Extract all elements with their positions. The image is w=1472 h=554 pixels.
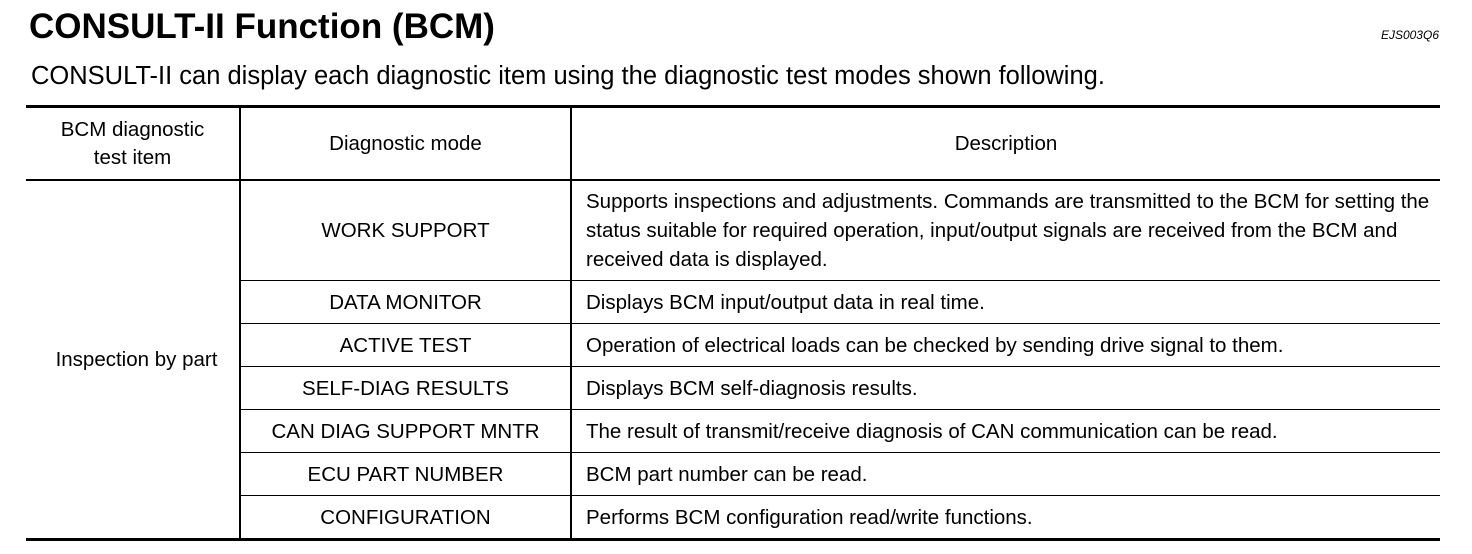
diagnostic-mode-cell: SELF-DIAG RESULTS [240, 367, 571, 410]
description-cell: Supports inspections and adjustments. Commands are transmitted to the BCM for setting the status suitable for required operation, input/output signals are received from the BCM and received data is displayed. [571, 180, 1440, 281]
column-header-test-item: BCM diagnostic test item [26, 107, 240, 181]
table-header [26, 107, 1440, 181]
description-cell: Performs BCM configuration read/write functions. [571, 496, 1440, 540]
diagnostic-mode-cell: DATA MONITOR [240, 281, 571, 324]
description-cell: BCM part number can be read. [571, 453, 1440, 496]
description-cell: Displays BCM self-diagnosis results. [571, 367, 1440, 410]
intro-text: CONSULT-II can display each diagnostic item using the diagnostic test modes shown following. [31, 62, 1105, 90]
column-header-description: Description [571, 107, 1440, 181]
description-cell: Displays BCM input/output data in real time. [571, 281, 1440, 324]
diagnostic-mode-cell: CAN DIAG SUPPORT MNTR [240, 410, 571, 453]
diagnostic-mode-cell: CONFIGURATION [240, 496, 571, 540]
table-row [26, 180, 1440, 281]
page-title: CONSULT-II Function (BCM) [29, 7, 495, 46]
document-code: EJS003Q6 [1380, 28, 1439, 42]
test-item-cell: Inspection by part [26, 180, 240, 540]
diagnostic-mode-cell: ECU PART NUMBER [240, 453, 571, 496]
column-header-diagnostic-mode: Diagnostic mode [240, 107, 571, 181]
diagnostic-mode-cell: WORK SUPPORT [240, 180, 571, 281]
description-cell: The result of transmit/receive diagnosis of CAN communication can be read. [571, 410, 1440, 453]
diagnostic-modes-table [26, 105, 1440, 541]
table-header-row [26, 107, 1440, 181]
diagnostic-mode-cell: ACTIVE TEST [240, 324, 571, 367]
description-cell: Operation of electrical loads can be checked by sending drive signal to them. [571, 324, 1440, 367]
table-body [26, 180, 1440, 540]
